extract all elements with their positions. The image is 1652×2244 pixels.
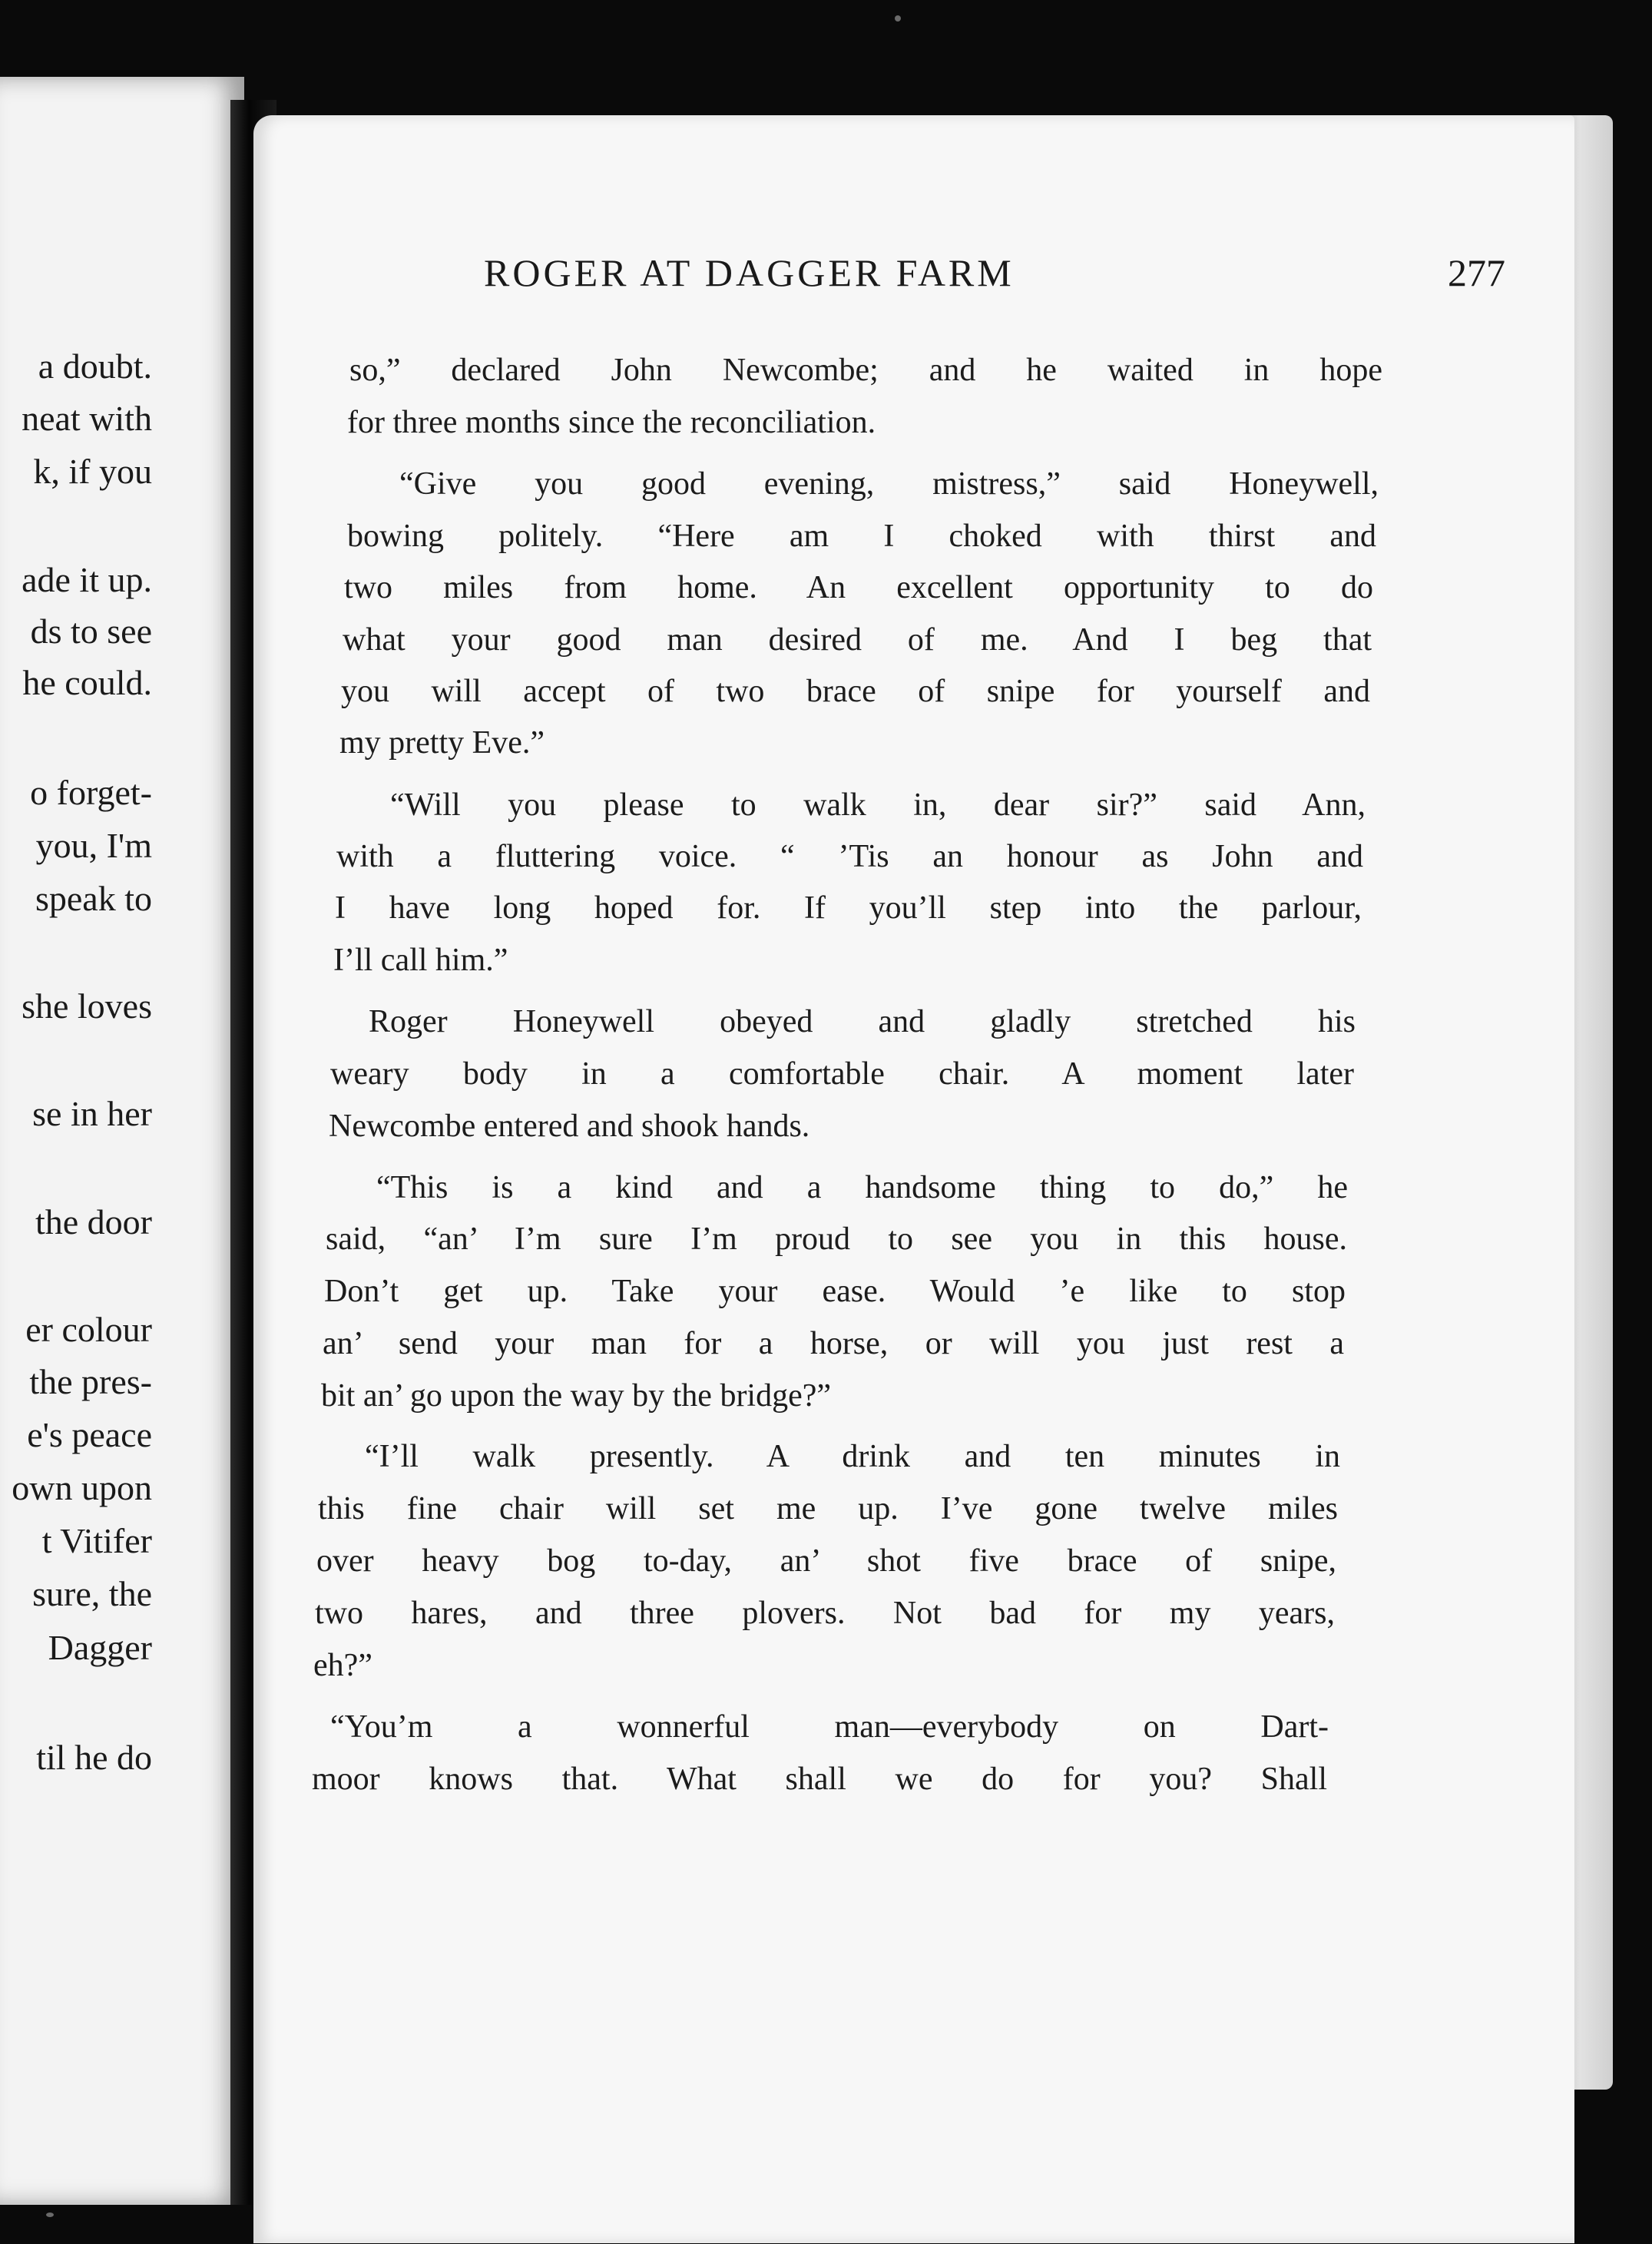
left-page [0, 77, 244, 2205]
left-page-line: Dagger [48, 1628, 152, 1667]
running-head [484, 250, 1505, 304]
text-line: two hares, and three plovers. Not bad for my years, [315, 1596, 1335, 1631]
text-line: what your good man desired of me. And I beg that [343, 622, 1372, 658]
left-page-line: se in her [32, 1094, 152, 1133]
left-page-line: speak to [35, 879, 152, 918]
text-line: an’ send your man for a horse, or will you just rest a [323, 1326, 1344, 1361]
text-line: so,” declared John Newcombe; and he waited in hope [349, 353, 1382, 388]
text-line: Don’t get up. Take your ease. Would ’e like to stop [324, 1274, 1346, 1309]
running-title: ROGER AT DAGGER FARM [484, 251, 1015, 294]
left-page-line: you, I'm [35, 826, 152, 865]
left-page-line: er colour [25, 1310, 152, 1349]
left-page-line: neat with [22, 399, 152, 438]
text-line: two miles from home. An excellent opportunity to do [344, 570, 1373, 605]
text-line: you will accept of two brace of snipe for yourself and [341, 674, 1370, 709]
left-page-line: a doubt. [38, 346, 152, 386]
left-page-line: the pres- [29, 1362, 152, 1401]
page-number: 277 [1448, 251, 1505, 294]
text-line: Newcombe entered and shook hands. [329, 1109, 810, 1144]
dust-speck [895, 15, 901, 22]
left-page-line: the door [35, 1202, 152, 1241]
text-line: Roger Honeywell obeyed and gladly stretched his [369, 1004, 1356, 1039]
left-page-line: sure, the [32, 1574, 152, 1613]
right-page [253, 115, 1574, 2243]
text-line: bit an’ go upon the way by the bridge?” [321, 1378, 832, 1414]
left-page-line: ade it up. [22, 560, 152, 599]
text-line: with a fluttering voice. “ ’Tis an honour as John and [336, 839, 1363, 874]
left-page-line: she loves [22, 986, 152, 1026]
left-page-line: til he do [36, 1738, 152, 1777]
text-line: “Will you please to walk in, dear sir?” said Ann, [390, 787, 1366, 823]
text-line: over heavy bog to-day, an’ shot five brace of snipe, [316, 1543, 1336, 1579]
left-page-line: own upon [12, 1468, 152, 1507]
text-line: “This is a kind and a handsome thing to do,” he [376, 1170, 1348, 1205]
text-line: “I’ll walk presently. A drink and ten minutes in [365, 1439, 1340, 1474]
left-page-line: ds to see [30, 612, 152, 651]
text-line: I’ll call him.” [333, 943, 508, 978]
text-line: eh?” [313, 1648, 372, 1683]
left-page-line: he could. [22, 663, 152, 702]
text-line: my pretty Eve.” [339, 725, 545, 761]
text-line: I have long hoped for. If you’ll step into the parlour, [335, 890, 1362, 926]
text-line: for three months since the reconciliation. [347, 405, 876, 440]
text-line: this fine chair will set me up. I’ve gone twelve miles [318, 1491, 1338, 1526]
text-line: moor knows that. What shall we do for you? Shall [312, 1762, 1327, 1797]
text-line: “Give you good evening, mistress,” said Honeywell, [399, 466, 1379, 502]
text-line: bowing politely. “Here am I choked with thirst and [347, 519, 1376, 554]
dust-speck [46, 2213, 54, 2217]
left-page-line: k, if you [33, 452, 152, 491]
text-line: “You’m a wonnerful man—everybody on Dart- [330, 1709, 1329, 1745]
text-line: weary body in a comfortable chair. A moment later [330, 1056, 1354, 1092]
left-page-line: e's peace [27, 1415, 152, 1454]
left-page-line: t Vitifer [41, 1521, 152, 1560]
left-page-line: o forget- [30, 773, 152, 812]
text-line: said, “an’ I’m sure I’m proud to see you in this house. [326, 1221, 1347, 1257]
